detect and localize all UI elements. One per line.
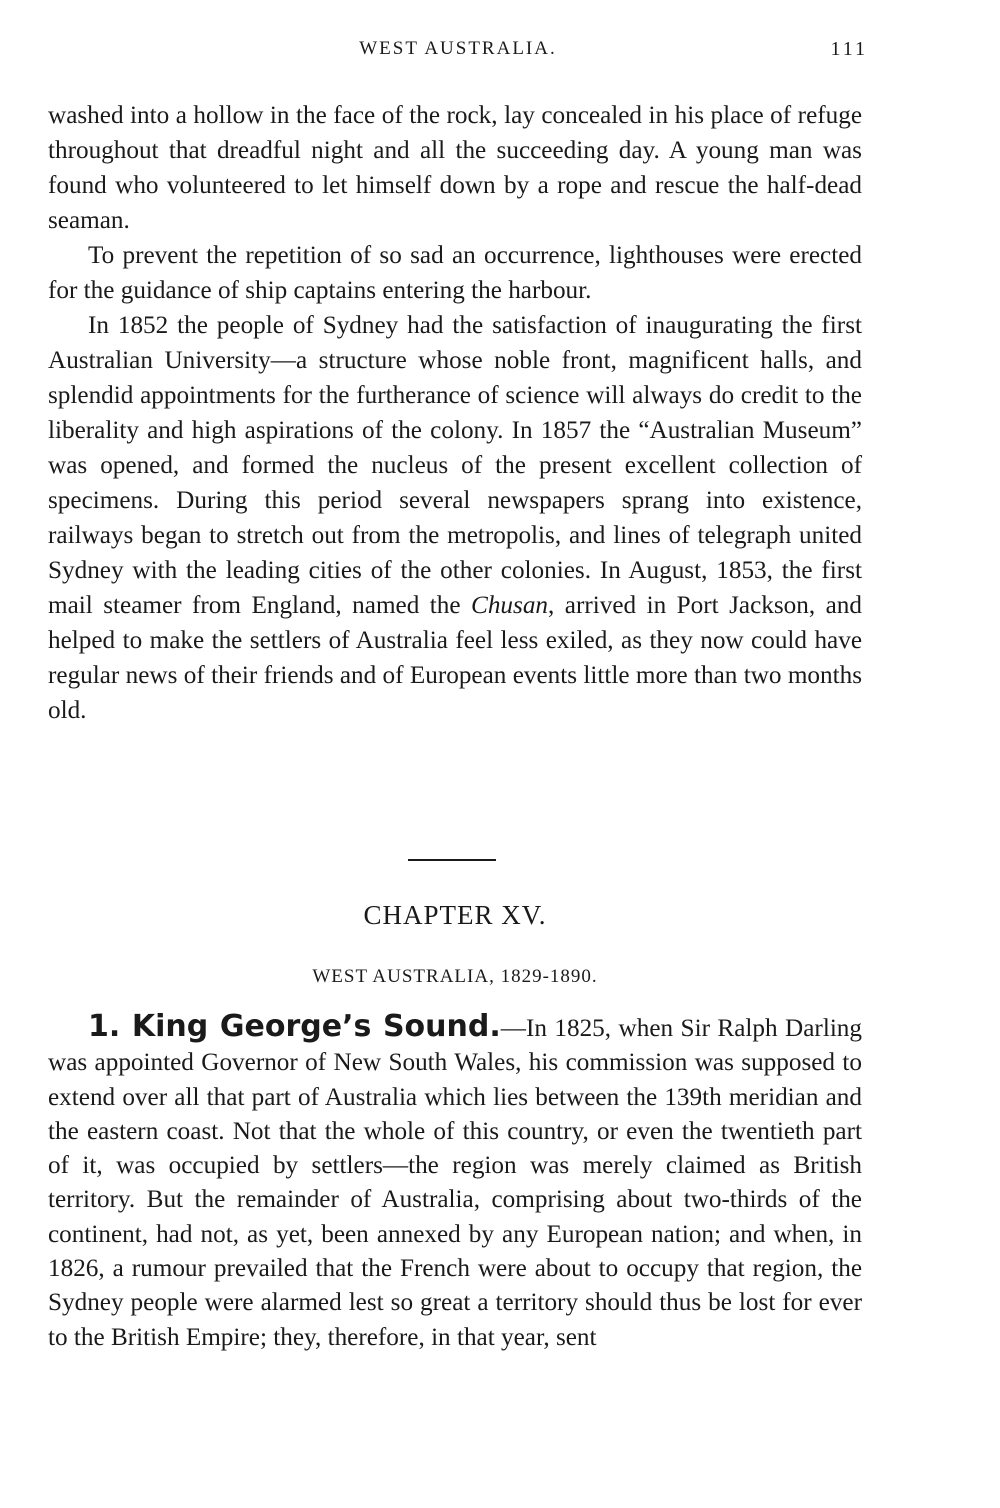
- paragraph-university-text-a: In 1852 the people of Sydney had the satisfaction of inaugurating the first Australian University—a structure whose noble front, magnificent halls, and splendid appointments for the furtherance of science will always do credit to the liberality and high aspirations of the colony. In 1857 the “Australian Museum” was opened, and formed the nucleus of the present excellent collection of specimens. During this period several newspapers sprang into existence, railways began to stretch out from the metropolis, and lines of telegraph united Sydney with the leading cities of the other colonies. In August, 1853, the first mail steamer from England, named the: [48, 312, 862, 619]
- paragraph-continued: washed into a hollow in the face of the rock, lay concealed in his place of refuge throughout that dreadful night and all the succeeding day. A young man was found who volunteered to let himself down by a rope and rescue the half-dead seaman.: [48, 102, 862, 234]
- section-heading: 1. King George’s Sound.: [88, 1009, 501, 1044]
- section-text-block: [48, 1010, 862, 1355]
- page-number: 111: [830, 38, 868, 60]
- chapter-title: CHAPTER XV.: [363, 900, 547, 930]
- ship-name: Chusan: [471, 592, 549, 619]
- paragraph-university-text-b: , arrived in Port Jackson, and helped to make the settlers of Australia feel less exiled, as they now could have regular news of their friends and of European events little more than two months old.: [48, 592, 862, 724]
- running-title: WEST AUSTRALIA.: [359, 38, 557, 59]
- running-head: [48, 38, 868, 68]
- paragraph-university: [48, 308, 862, 728]
- top-text-block: [48, 98, 862, 728]
- chapter-subtitle: WEST AUSTRALIA, 1829-1890.: [312, 966, 598, 987]
- paragraph-lighthouses: To prevent the repetition of so sad an occurrence, lighthouses were erected for the guidance of ship captains entering the harbour.: [48, 242, 862, 304]
- section-body: —In 1825, when Sir Ralph Darling was appointed Governor of New South Wales, his commission was supposed to extend over all that part of Australia which lies between the 139th meridian and the eastern coast. Not that the whole of this country, or even the twentieth part of it, was occupied by settlers—the region was merely claimed as British territory. But the remainder of Australia, comprising about two-thirds of the continent, had not, as yet, been annexed by any European nation; and when, in 1826, a rumour prevailed that the French were about to occupy that region, the Sydney people were alarmed lest so great a territory should thus be lost for ever to the British Empire; they, therefore, in that year, sent: [48, 1015, 862, 1351]
- paragraph-king-georges-sound: [48, 1010, 862, 1355]
- section-divider: [408, 859, 496, 861]
